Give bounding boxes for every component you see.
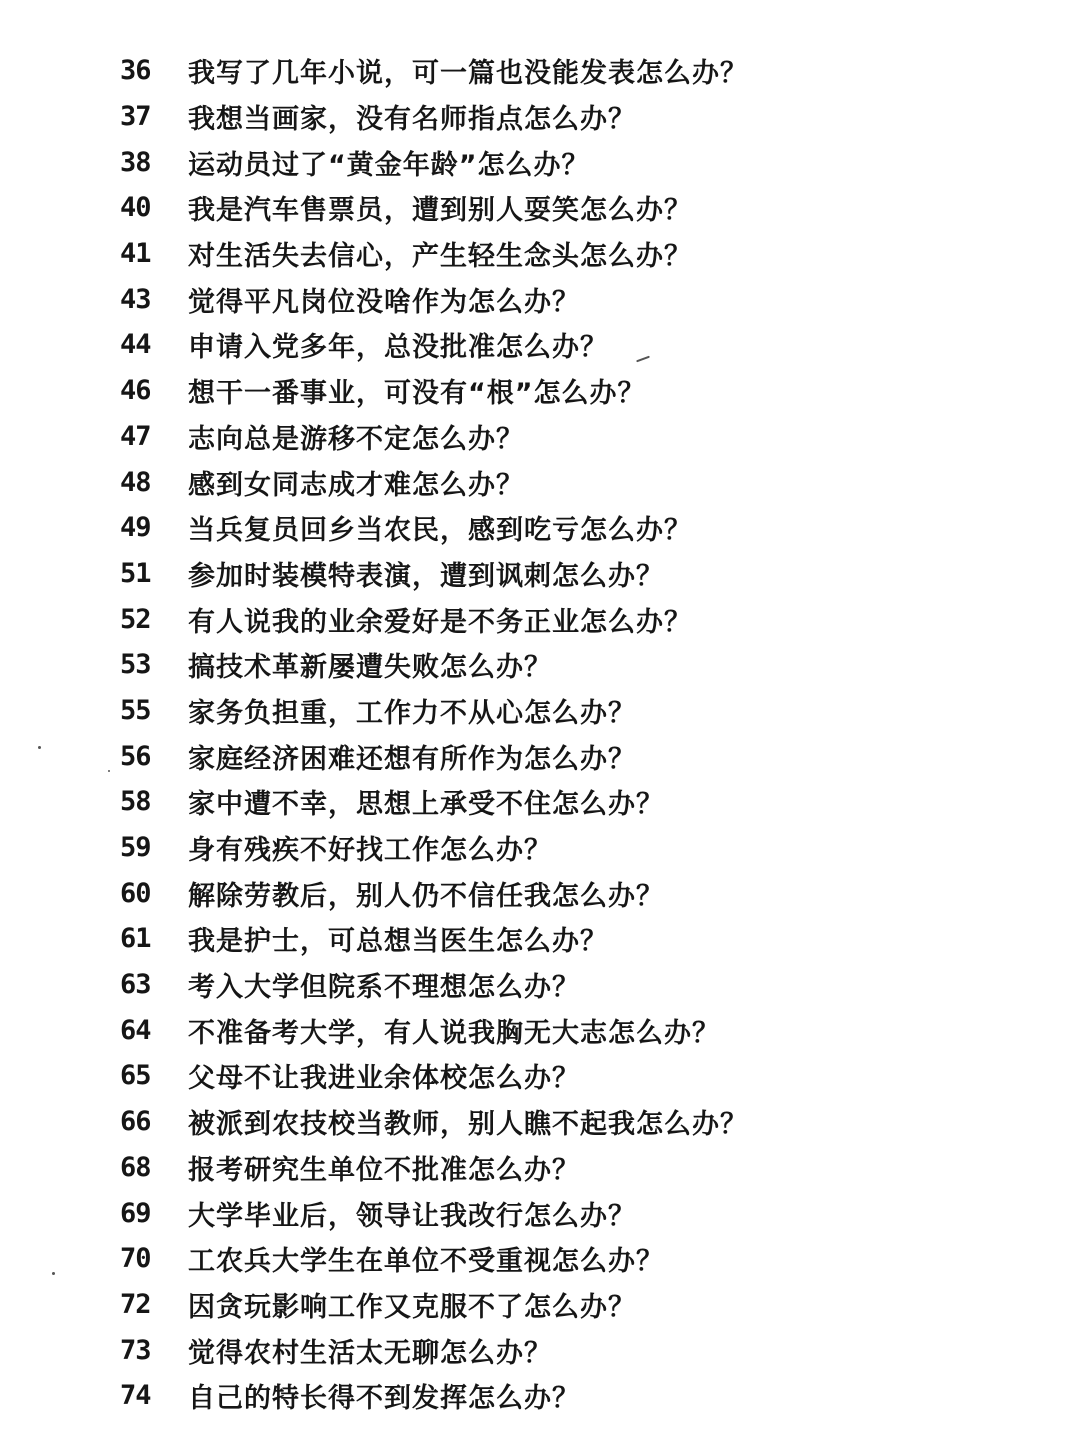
page-number: 60: [120, 877, 151, 909]
toc-entry: [120, 505, 1020, 551]
toc-entry: [120, 1053, 1020, 1099]
entry-title: 搞技术革新屡遭失败怎么办？: [188, 652, 552, 684]
toc-entry: [120, 733, 1020, 779]
entry-title: 身有残疾不好找工作怎么办？: [188, 835, 552, 867]
page-number: 73: [120, 1334, 151, 1366]
entry-title: 不准备考大学，有人说我胸无大志怎么办？: [188, 1017, 720, 1049]
entry-title: 我是汽车售票员，遭到别人耍笑怎么办？: [188, 195, 692, 227]
toc-entry: [120, 1236, 1020, 1282]
entry-title: 被派到农技校当教师，别人瞧不起我怎么办？: [188, 1109, 748, 1141]
page-number: 69: [120, 1197, 151, 1229]
toc-entry: [120, 231, 1020, 277]
toc-entry: [120, 916, 1020, 962]
toc-entry: [120, 414, 1020, 460]
page-number: 64: [120, 1014, 151, 1046]
toc-entry: [120, 962, 1020, 1008]
entry-title: 报考研究生单位不批准怎么办？: [188, 1154, 580, 1186]
scan-speck: [52, 1272, 55, 1275]
entry-title: 觉得平凡岗位没啥作为怎么办？: [188, 286, 580, 318]
page-number: 66: [120, 1106, 151, 1138]
toc-entry: [120, 322, 1020, 368]
page-number: 40: [120, 192, 151, 224]
toc-entry: [120, 139, 1020, 185]
entry-title: 考入大学但院系不理想怎么办？: [188, 972, 580, 1004]
toc-entry: [120, 870, 1020, 916]
page-number: 70: [120, 1243, 151, 1275]
page-number: 61: [120, 923, 151, 955]
toc-entry: [120, 276, 1020, 322]
page-number: 59: [120, 832, 151, 864]
entry-title: 我写了几年小说，可一篇也没能发表怎么办？: [188, 58, 748, 90]
entry-title: 运动员过了“黄金年龄”怎么办？: [188, 149, 590, 181]
entry-title: 自己的特长得不到发挥怎么办？: [188, 1383, 580, 1415]
page-number: 49: [120, 512, 151, 544]
page-number: 44: [120, 329, 151, 361]
entry-title: 觉得农村生活太无聊怎么办？: [188, 1337, 552, 1369]
entry-title: 工农兵大学生在单位不受重视怎么办？: [188, 1246, 664, 1278]
page-number: 43: [120, 283, 151, 315]
entry-title: 解除劳教后，别人仍不信任我怎么办？: [188, 880, 664, 912]
entry-title: 对生活失去信心，产生轻生念头怎么办？: [188, 241, 692, 273]
toc-entry: [120, 1282, 1020, 1328]
entry-title: 大学毕业后，领导让我改行怎么办？: [188, 1200, 636, 1232]
page-number: 56: [120, 740, 151, 772]
toc-entry: [120, 1190, 1020, 1236]
page-number: 53: [120, 649, 151, 681]
toc-entry: [120, 1373, 1020, 1419]
page-number: 74: [120, 1380, 151, 1412]
toc-list: [120, 48, 1020, 1419]
toc-entry: [120, 688, 1020, 734]
page-number: 48: [120, 466, 151, 498]
page-number: 47: [120, 420, 151, 452]
entry-title: 有人说我的业余爱好是不务正业怎么办？: [188, 606, 692, 638]
toc-entry: [120, 779, 1020, 825]
entry-title: 当兵复员回乡当农民，感到吃亏怎么办？: [188, 515, 692, 547]
entry-title: 家庭经济困难还想有所作为怎么办？: [188, 743, 636, 775]
page-number: 37: [120, 101, 151, 133]
entry-title: 家中遭不幸，思想上承受不住怎么办？: [188, 789, 664, 821]
entry-title: 因贪玩影响工作又克服不了怎么办？: [188, 1291, 636, 1323]
page-number: 41: [120, 238, 151, 270]
toc-entry: [120, 1007, 1020, 1053]
page-number: 68: [120, 1151, 151, 1183]
page-number: 63: [120, 969, 151, 1001]
entry-title: 申请入党多年，总没批准怎么办？: [188, 332, 608, 364]
toc-entry: [120, 642, 1020, 688]
page-number: 52: [120, 603, 151, 635]
entry-title: 参加时装模特表演，遭到讽刺怎么办？: [188, 560, 664, 592]
entry-title: 我是护士，可总想当医生怎么办？: [188, 926, 608, 958]
entry-title: 想干一番事业，可没有“根”怎么办？: [188, 378, 646, 410]
toc-entry: [120, 1145, 1020, 1191]
page-number: 51: [120, 557, 151, 589]
toc-entry: [120, 94, 1020, 140]
toc-entry: [120, 551, 1020, 597]
toc-entry: [120, 48, 1020, 94]
page-number: 36: [120, 55, 151, 87]
toc-entry: [120, 459, 1020, 505]
entry-title: 父母不让我进业余体校怎么办？: [188, 1063, 580, 1095]
scan-speck: [108, 770, 110, 772]
page-number: 58: [120, 786, 151, 818]
toc-entry: [120, 368, 1020, 414]
toc-entry: [120, 596, 1020, 642]
toc-entry: [120, 1327, 1020, 1373]
page-number: 55: [120, 694, 151, 726]
page-number: 65: [120, 1060, 151, 1092]
toc-entry: [120, 1099, 1020, 1145]
entry-title: 感到女同志成才难怎么办？: [188, 469, 524, 501]
page-number: 46: [120, 375, 151, 407]
toc-entry: [120, 185, 1020, 231]
toc-entry: [120, 825, 1020, 871]
entry-title: 志向总是游移不定怎么办？: [188, 423, 524, 455]
entry-title: 我想当画家，没有名师指点怎么办？: [188, 104, 636, 136]
page-number: 72: [120, 1288, 151, 1320]
entry-title: 家务负担重，工作力不从心怎么办？: [188, 697, 636, 729]
page-number: 38: [120, 146, 151, 178]
scan-speck: [38, 746, 41, 749]
